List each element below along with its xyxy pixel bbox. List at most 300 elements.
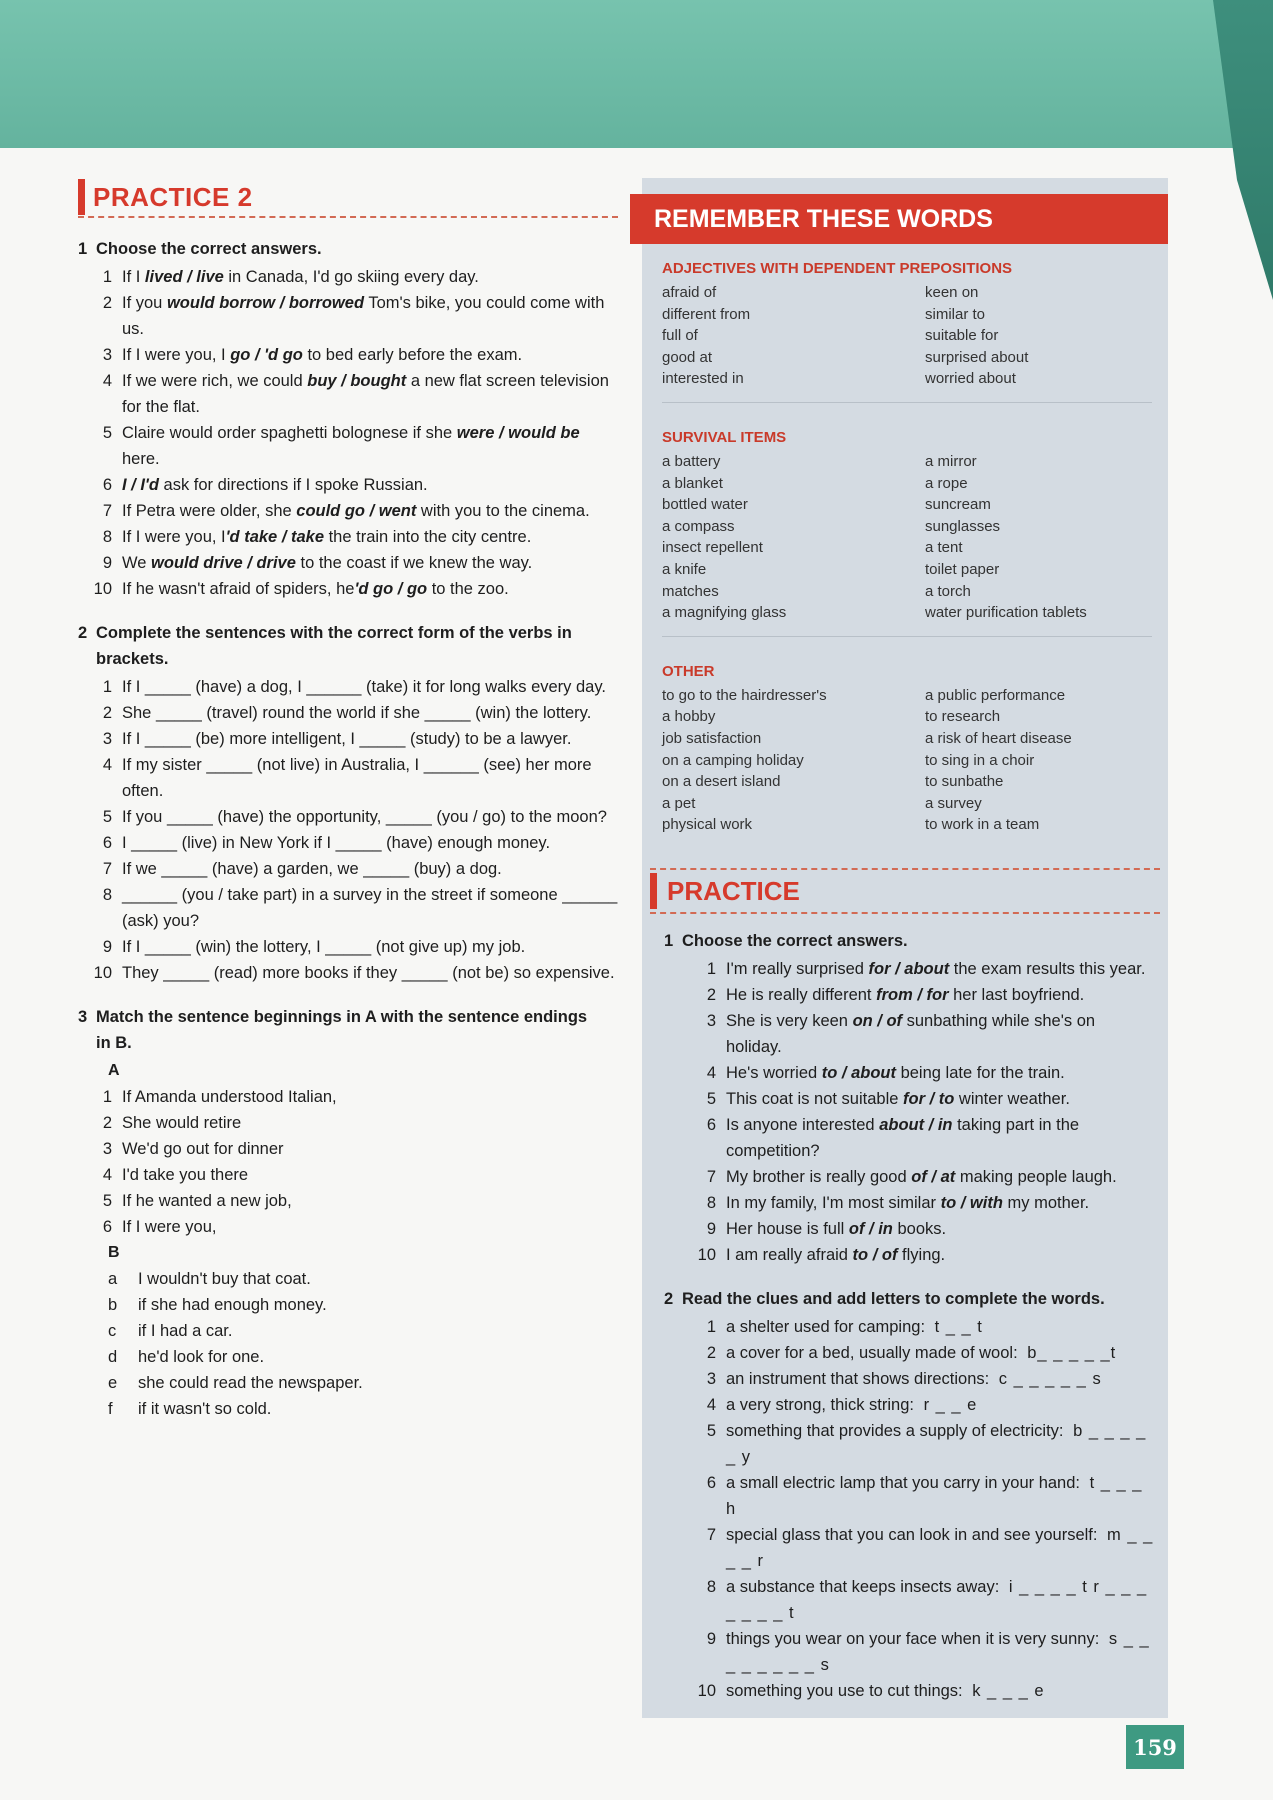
answer-options: of / in	[848, 1220, 893, 1238]
item-number: 7	[706, 1526, 716, 1544]
exercise-instruction: Match the sentence beginnings in A with the sentence endings in B.	[96, 1008, 588, 1052]
item-text	[122, 420, 618, 472]
item-text-after: to bed early before the exam.	[302, 346, 523, 364]
list-item	[78, 1318, 618, 1344]
item-text: if I had a car.	[138, 1322, 233, 1340]
item-text-before: If I	[122, 268, 145, 286]
word-item: worried about	[925, 370, 1016, 388]
word-item: good at	[662, 348, 713, 366]
item-text-after: the exam results this year.	[949, 960, 1146, 978]
word-item: job satisfaction	[662, 729, 762, 747]
word-item: a pet	[662, 794, 696, 812]
exercise-instruction: Choose the correct answers.	[682, 932, 908, 950]
clue-answer: r _ _ e	[918, 1396, 978, 1414]
word-item: to work in a team	[925, 816, 1040, 834]
practice2-header	[78, 178, 618, 218]
item-number: 2	[706, 986, 716, 1004]
item-text	[122, 264, 618, 290]
practice2-section	[78, 178, 618, 1440]
item-text	[726, 1366, 1154, 1392]
item-text	[726, 1112, 1154, 1164]
list-item	[78, 524, 618, 550]
item-text-before: He is really different	[726, 986, 877, 1004]
item-number: 5	[102, 424, 112, 442]
item-text-before: If you	[122, 294, 167, 312]
list-item	[78, 1084, 618, 1110]
list-item	[664, 1112, 1154, 1164]
item-number: 4	[706, 1396, 716, 1414]
practice-title: PRACTICE	[667, 875, 800, 906]
clue-text: special glass that you can look in and see yourself:	[726, 1526, 1098, 1544]
remember-panel	[642, 178, 1168, 1718]
item-number: 7	[102, 502, 112, 520]
list-item	[78, 420, 618, 472]
item-number: 1	[102, 678, 112, 696]
exercise-title	[664, 928, 1154, 954]
word-item: on a camping holiday	[662, 751, 804, 769]
item-text	[726, 1470, 1154, 1522]
exercise-number: 1	[78, 240, 88, 258]
list-item	[664, 1060, 1154, 1086]
item-number: 5	[102, 1192, 112, 1210]
word-item: insect repellent	[662, 539, 763, 557]
word-item: a magnifying glass	[662, 604, 787, 622]
word-item: a mirror	[925, 452, 977, 470]
list-item	[664, 1418, 1154, 1470]
word-item: toilet paper	[925, 560, 1000, 578]
list-item	[78, 674, 618, 700]
list-item	[78, 290, 618, 342]
exercise-instruction: Choose the correct answers.	[96, 240, 322, 258]
word-item: a public performance	[925, 686, 1066, 704]
list-item	[78, 368, 618, 420]
list-item	[78, 700, 618, 726]
word-item: similar to	[925, 305, 986, 323]
item-number: 2	[102, 294, 112, 312]
item-number: 5	[706, 1422, 716, 1440]
clue-text: something that provides a supply of electricity:	[726, 1422, 1064, 1440]
item-text: If I _____ (be) more intelligent, I _____ (study) to be a lawyer.	[122, 730, 572, 748]
item-text: She _____ (travel) round the world if she _____ (win) the lottery.	[122, 704, 592, 722]
item-text: If he wanted a new job,	[122, 1192, 292, 1210]
item-number: 1	[706, 960, 716, 978]
item-letter: f	[108, 1400, 113, 1418]
list-item	[78, 830, 618, 856]
exercise-2	[664, 1286, 1154, 1704]
item-number: 1	[102, 1088, 112, 1106]
item-text	[122, 342, 618, 368]
list-item	[78, 960, 618, 986]
clue-text: things you wear on your face when it is very sunny:	[726, 1630, 1100, 1648]
item-text	[726, 956, 1154, 982]
list-item	[78, 1136, 618, 1162]
page-fold	[1213, 0, 1273, 300]
item-letter: e	[108, 1374, 118, 1392]
list-item	[78, 1110, 618, 1136]
item-text-before: My brother is really good	[726, 1168, 912, 1186]
list-a-label: A	[108, 1062, 120, 1079]
item-number: 9	[706, 1220, 716, 1238]
item-text: If we _____ (have) a garden, we _____ (buy) a dog.	[122, 860, 502, 878]
adjectives-category	[662, 256, 1152, 403]
item-text: If I _____ (win) the lottery, I _____ (not give up) my job.	[122, 938, 526, 956]
word-item: surprised about	[925, 348, 1029, 366]
clue-text: a substance that keeps insects away:	[726, 1578, 1000, 1596]
item-text-after: in Canada, I'd go skiing every day.	[223, 268, 479, 286]
item-number: 6	[706, 1116, 716, 1134]
item-number: 5	[706, 1090, 716, 1108]
answer-options: of / at	[911, 1168, 956, 1186]
answer-options: 'd take / take	[225, 528, 325, 546]
list-b-label: B	[108, 1244, 120, 1261]
word-item: on a desert island	[662, 773, 781, 791]
list-item	[664, 1164, 1154, 1190]
item-text-after: flying.	[897, 1246, 946, 1264]
word-item: a rope	[925, 474, 968, 492]
word-item: physical work	[662, 816, 753, 834]
answer-options: I / I'd	[122, 476, 159, 494]
word-item: to go to the hairdresser's	[662, 686, 827, 704]
item-text-after: the train into the city centre.	[324, 528, 532, 546]
list-item	[664, 1242, 1154, 1268]
item-text	[726, 1086, 1154, 1112]
item-text	[726, 1340, 1154, 1366]
item-text	[726, 1678, 1154, 1704]
list-item	[664, 956, 1154, 982]
item-text: They _____ (read) more books if they _____ (not be) so expensive.	[122, 964, 615, 982]
clue-answer: b _ _ _ _ _ y	[726, 1422, 1147, 1466]
clue-text: something you use to cut things:	[726, 1682, 963, 1700]
survival-category	[662, 425, 1152, 637]
practice2-title: PRACTICE 2	[93, 181, 253, 212]
item-number: 9	[706, 1630, 716, 1648]
list-item	[664, 1086, 1154, 1112]
item-number: 2	[706, 1344, 716, 1362]
item-number: 7	[706, 1168, 716, 1186]
item-text-before: If Petra were older, she	[122, 502, 297, 520]
item-number: 3	[706, 1370, 716, 1388]
item-number: 8	[102, 886, 112, 904]
item-text: If you _____ (have) the opportunity, _____ (you / go) to the moon?	[122, 808, 607, 826]
item-text-before: Claire would order spaghetti bolognese if she	[122, 424, 457, 442]
item-text: We'd go out for dinner	[122, 1140, 284, 1158]
item-text	[726, 1190, 1154, 1216]
word-item: suitable for	[925, 327, 999, 345]
item-text: She would retire	[122, 1114, 242, 1132]
item-text-before: In my family, I'm most similar	[726, 1194, 941, 1212]
item-number: 8	[102, 528, 112, 546]
clue-text: a shelter used for camping:	[726, 1318, 926, 1336]
exercise-title	[78, 236, 618, 262]
item-text	[726, 982, 1154, 1008]
list-item	[78, 882, 618, 934]
clue-text: an instrument that shows directions:	[726, 1370, 990, 1388]
item-number: 2	[102, 1114, 112, 1132]
item-text: I wouldn't buy that coat.	[138, 1270, 311, 1288]
answer-options: from / for	[876, 986, 949, 1004]
word-item: suncream	[925, 496, 991, 514]
exercise-number: 2	[78, 624, 88, 642]
item-text: I'd take you there	[122, 1166, 249, 1184]
list-item	[664, 1574, 1154, 1626]
item-number: 2	[102, 704, 112, 722]
item-number: 8	[706, 1578, 716, 1596]
clue-answer: k _ _ _ e	[966, 1682, 1045, 1700]
list-item	[664, 982, 1154, 1008]
item-text: she could read the newspaper.	[138, 1374, 363, 1392]
word-item: matches	[662, 582, 719, 600]
answer-options: about / in	[879, 1116, 953, 1134]
list-item	[78, 1370, 618, 1396]
item-text	[726, 1574, 1154, 1626]
word-item: bottled water	[662, 496, 748, 514]
item-number: 4	[706, 1064, 716, 1082]
exercise-2	[78, 620, 618, 986]
exercise-1	[664, 928, 1154, 1268]
exercise-3	[78, 1004, 618, 1422]
answer-options: lived / live	[144, 268, 224, 286]
answer-options: to / about	[821, 1064, 896, 1082]
word-item: full of	[662, 327, 698, 345]
word-item: water purification tablets	[925, 604, 1087, 622]
item-text-after: with you to the cinema.	[416, 502, 590, 520]
item-text-before: This coat is not suitable	[726, 1090, 904, 1108]
word-item: a survey	[925, 794, 982, 812]
list-item	[78, 1214, 618, 1240]
word-item: a compass	[662, 517, 735, 535]
item-text-before: I'm really surprised	[726, 960, 869, 978]
item-text-after: a new flat screen television for the flat.	[122, 372, 609, 416]
remember-title: REMEMBER THESE WORDS	[630, 194, 1168, 244]
practice-section	[664, 928, 1154, 1722]
item-text	[122, 576, 618, 602]
item-text	[726, 1314, 1154, 1340]
item-number: 4	[102, 1166, 112, 1184]
item-number: 3	[706, 1012, 716, 1030]
answer-options: could go / went	[296, 502, 417, 520]
list-item	[78, 550, 618, 576]
answer-options: for / to	[903, 1090, 955, 1108]
list-item	[78, 1396, 618, 1422]
header-band	[0, 0, 1273, 148]
item-text-before: If I were you, I	[122, 346, 231, 364]
item-text	[726, 1164, 1154, 1190]
item-number: 3	[102, 1140, 112, 1158]
item-number: 6	[102, 1218, 112, 1236]
clue-answer: m _ _ _ _ r	[726, 1526, 1154, 1570]
answer-options: would borrow / borrowed	[166, 294, 365, 312]
list-item	[78, 264, 618, 290]
item-number: 6	[102, 476, 112, 494]
header-bar	[78, 179, 85, 215]
list-item	[664, 1190, 1154, 1216]
exercise-1	[78, 236, 618, 602]
word-item: to sunbathe	[925, 773, 1004, 791]
item-text-before: Is anyone interested	[726, 1116, 880, 1134]
answer-options: 'd go / go	[354, 580, 428, 598]
word-item: to research	[925, 708, 1001, 726]
item-text: ______ (you / take part) in a survey in the street if someone ______ (ask) you?	[122, 886, 618, 930]
word-item: a risk of heart disease	[925, 729, 1072, 747]
item-letter: d	[108, 1348, 118, 1366]
item-text-before: She is very keen	[726, 1012, 853, 1030]
other-category	[662, 659, 1152, 848]
list-item	[78, 804, 618, 830]
exercise-title	[664, 1286, 1154, 1312]
item-number: 7	[102, 860, 112, 878]
answer-options: buy / bought	[307, 372, 407, 390]
word-item: keen on	[925, 284, 979, 301]
item-text	[122, 498, 618, 524]
list-item	[664, 1216, 1154, 1242]
item-text	[122, 368, 618, 420]
word-lists	[662, 256, 1152, 870]
exercise-title	[78, 620, 618, 672]
list-item	[78, 726, 618, 752]
item-text: if it wasn't so cold.	[138, 1400, 272, 1418]
list-item	[78, 342, 618, 368]
item-text-before: We	[122, 554, 152, 572]
item-text	[726, 1008, 1154, 1060]
item-number: 1	[706, 1318, 716, 1336]
list-item	[78, 1344, 618, 1370]
word-item: sunglasses	[925, 517, 1001, 535]
word-item: a blanket	[662, 474, 723, 492]
word-item: different from	[662, 305, 751, 323]
item-text	[122, 472, 618, 498]
item-text-after: sunbathing while she's on holiday.	[726, 1012, 1096, 1056]
item-number: 5	[102, 808, 112, 826]
clue-text: a very strong, thick string:	[726, 1396, 914, 1414]
list-item	[78, 472, 618, 498]
word-item: a hobby	[662, 708, 716, 726]
item-text-before: If we were rich, we could	[122, 372, 308, 390]
exercise-number: 3	[78, 1008, 88, 1026]
list-item	[664, 1314, 1154, 1340]
answer-options: for / about	[868, 960, 950, 978]
item-text	[726, 1242, 1154, 1268]
answer-options: to / with	[940, 1194, 1003, 1212]
item-text-after: here.	[122, 450, 160, 468]
list-item	[664, 1470, 1154, 1522]
item-text-after: ask for directions if I spoke Russian.	[158, 476, 428, 494]
item-text	[122, 550, 618, 576]
list-item	[78, 1292, 618, 1318]
list-item	[78, 934, 618, 960]
list-item	[664, 1008, 1154, 1060]
item-text	[726, 1392, 1154, 1418]
answer-options: would drive / drive	[151, 554, 296, 572]
list-item	[664, 1366, 1154, 1392]
list-item	[664, 1340, 1154, 1366]
category-title: SURVIVAL ITEMS	[662, 428, 787, 446]
clue-answer: s _ _ _ _ _ _ _ _ s	[726, 1630, 1150, 1674]
item-text: If my sister _____ (not live) in Australia, I ______ (see) her more often.	[122, 756, 592, 800]
page-number: 159	[1126, 1725, 1184, 1769]
item-text	[726, 1418, 1154, 1470]
item-number: 10	[697, 1246, 716, 1264]
item-number: 9	[102, 938, 112, 956]
item-letter: a	[108, 1270, 118, 1288]
exercise-title	[78, 1004, 618, 1056]
list-item	[78, 1162, 618, 1188]
item-text: I _____ (live) in New York if I _____ (have) enough money.	[122, 834, 551, 852]
item-text-after: her last boyfriend.	[948, 986, 1085, 1004]
list-item	[78, 752, 618, 804]
item-text-after: to the coast if we knew the way.	[295, 554, 533, 572]
word-item: to sing in a choir	[925, 751, 1035, 769]
item-number: 10	[697, 1682, 716, 1700]
item-text	[122, 524, 618, 550]
word-item: afraid of	[662, 284, 717, 301]
item-text-after: making people laugh.	[955, 1168, 1117, 1186]
list-item	[78, 856, 618, 882]
item-number: 1	[102, 268, 112, 286]
item-text	[726, 1060, 1154, 1086]
category-title: ADJECTIVES WITH DEPENDENT PREPOSITIONS	[662, 260, 1013, 277]
item-number: 10	[93, 580, 112, 598]
word-item: a tent	[925, 539, 963, 557]
word-item: a battery	[662, 452, 721, 470]
item-text	[726, 1522, 1154, 1574]
item-number: 3	[102, 346, 112, 364]
header-bar	[650, 873, 657, 909]
item-number: 9	[102, 554, 112, 572]
clue-answer: i _ _ _ _ t r _ _ _ _ _ _ _ t	[726, 1578, 1148, 1622]
item-text-before: If I were you, I	[122, 528, 226, 546]
answer-options: go / 'd go	[230, 346, 303, 364]
exercise-instruction: Read the clues and add letters to complete the words.	[682, 1290, 1105, 1308]
list-item	[664, 1678, 1154, 1704]
list-item	[664, 1392, 1154, 1418]
exercise-number: 2	[664, 1290, 674, 1308]
item-text: If I were you,	[122, 1218, 217, 1236]
answer-options: on / of	[852, 1012, 903, 1030]
clue-text: a small electric lamp that you carry in your hand:	[726, 1474, 1080, 1492]
item-number: 6	[102, 834, 112, 852]
word-item: a torch	[925, 582, 971, 600]
word-item: interested in	[662, 370, 744, 388]
item-text	[726, 1216, 1154, 1242]
item-text-after: winter weather.	[954, 1090, 1070, 1108]
item-text-before: Her house is full	[726, 1220, 849, 1238]
clue-answer: t _ _ t	[929, 1318, 983, 1336]
list-item	[78, 1188, 618, 1214]
item-text-after: books.	[892, 1220, 947, 1238]
item-text: if she had enough money.	[138, 1296, 327, 1314]
item-number: 4	[102, 372, 112, 390]
item-letter: b	[108, 1296, 118, 1314]
item-text-after: taking part in the competition?	[726, 1116, 1080, 1160]
exercise-instruction: Complete the sentences with the correct form of the verbs in brackets.	[96, 624, 572, 668]
clue-answer: t _ _ _ h	[726, 1474, 1143, 1518]
item-text	[122, 290, 618, 342]
clue-answer: c _ _ _ _ _ s	[993, 1370, 1102, 1388]
item-text: he'd look for one.	[138, 1348, 265, 1366]
item-number: 6	[706, 1474, 716, 1492]
list-item	[664, 1626, 1154, 1678]
list-item	[78, 576, 618, 602]
clue-text: a cover for a bed, usually made of wool:	[726, 1344, 1018, 1362]
item-text: If I _____ (have) a dog, I ______ (take) it for long walks every day.	[122, 678, 606, 696]
item-text-after: my mother.	[1002, 1194, 1090, 1212]
item-text-before: I am really afraid	[726, 1246, 853, 1264]
item-letter: c	[108, 1322, 117, 1340]
item-text: If Amanda understood Italian,	[122, 1088, 337, 1106]
item-text-after: being late for the train.	[896, 1064, 1065, 1082]
item-number: 4	[102, 756, 112, 774]
word-item: a knife	[662, 560, 707, 578]
